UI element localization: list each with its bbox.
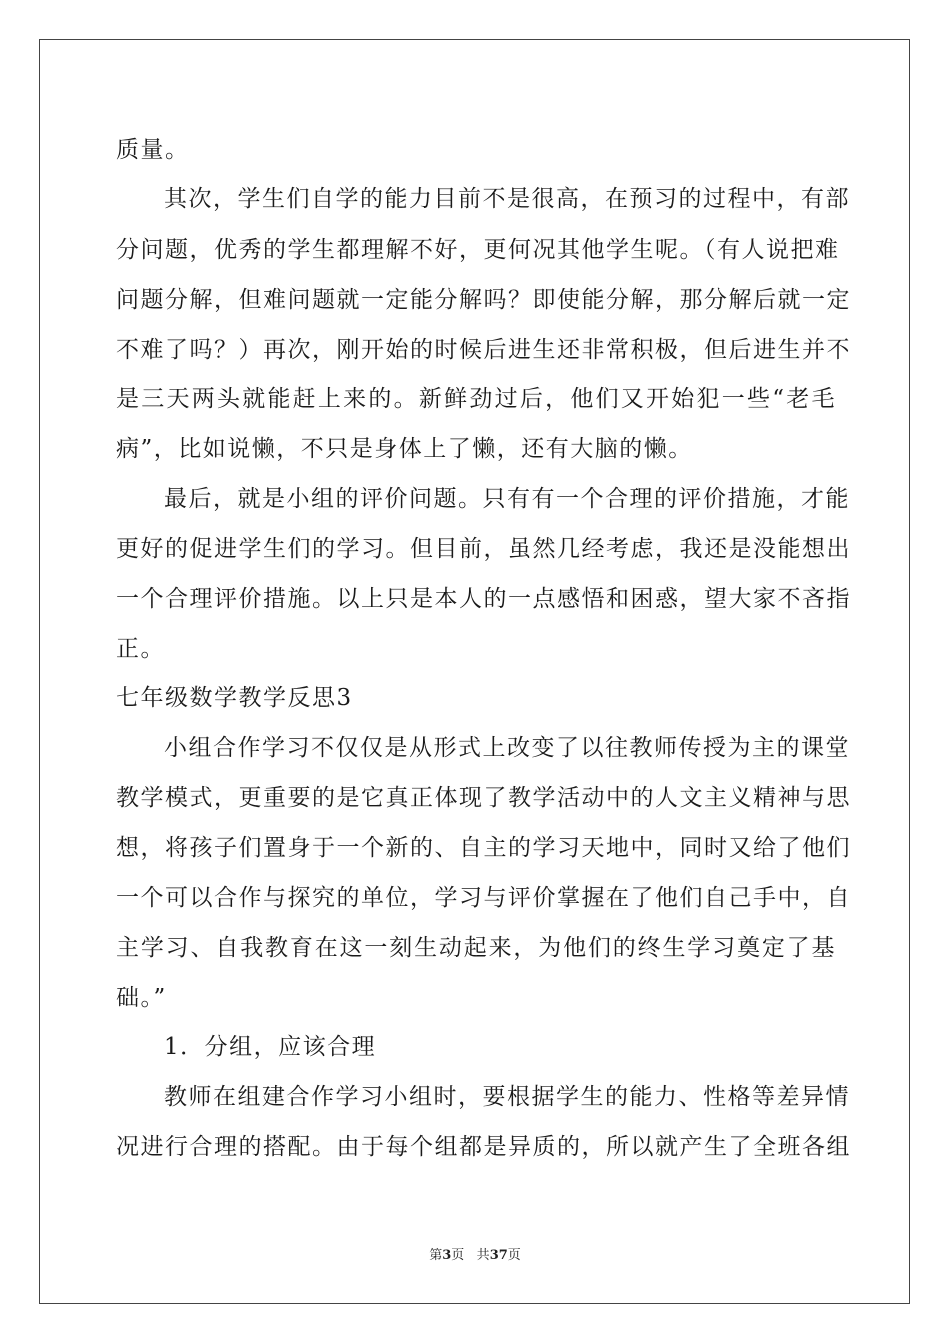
paragraph-line: 问题分解，但难问题就一定能分解吗？即使能分解，那分解后就一定 — [116, 287, 851, 313]
paragraph-line: 更好的促进学生们的学习。但目前，虽然几经考虑，我还是没能想出 — [116, 536, 851, 562]
paragraph-line: 教学模式，更重要的是它真正体现了教学活动中的人文主义精神与思 — [116, 785, 851, 811]
page-footer — [0, 1247, 950, 1265]
paragraph-line: 分问题，优秀的学生都理解不好，更何况其他学生呢。（有人说把难 — [116, 237, 840, 263]
paragraph-line: 最后，就是小组的评价问题。只有有一个合理的评价措施，才能 — [164, 486, 850, 512]
paragraph-line: 小组合作学习不仅仅是从形式上改变了以往教师传授为主的课堂 — [164, 735, 850, 761]
total-page-count: 37 — [489, 1248, 508, 1263]
paragraph-line: 主学习、自我教育在这一刻生动起来，为他们的终生学习奠定了基 — [116, 935, 836, 961]
page-border — [39, 39, 910, 1304]
paragraph-line: 病”，比如说懒，不只是身体上了懒，还有大脑的懒。 — [116, 436, 693, 462]
paragraph-line: 正。 — [116, 636, 165, 662]
paragraph-line: 教师在组建合作学习小组时，要根据学生的能力、性格等差异情 — [164, 1084, 850, 1110]
paragraph-line: 础。” — [116, 985, 167, 1011]
footer-total-suffix: 页 — [507, 1248, 521, 1263]
paragraph-line: 不难了吗？）再次，刚开始的时候后进生还非常积极，但后进生并不 — [116, 337, 851, 363]
paragraph-line: 其次，学生们自学的能力目前不是很高，在预习的过程中，有部 — [164, 186, 850, 212]
paragraph-line: 想，将孩子们置身于一个新的、自主的学习天地中，同时又给了他们 — [116, 835, 851, 861]
footer-total-prefix: 共 — [476, 1248, 490, 1263]
current-page-number: 3 — [442, 1248, 452, 1263]
paragraph-line: 是三天两头就能赶上来的。新鲜劲过后，他们又开始犯一些“老毛 — [116, 386, 836, 412]
subheading: 1．分组，应该合理 — [164, 1034, 377, 1060]
paragraph-line: 一个合理评价措施。以上只是本人的一点感悟和困惑，望大家不吝指 — [116, 586, 851, 612]
paragraph-line: 况进行合理的搭配。由于每个组都是异质的，所以就产生了全班各组 — [116, 1134, 851, 1160]
text-line: 质量。 — [116, 137, 190, 163]
paragraph-line: 一个可以合作与探究的单位，学习与评价掌握在了他们自己手中，自 — [116, 885, 851, 911]
footer-prefix: 第 — [429, 1248, 443, 1263]
footer-page-suffix: 页 — [451, 1248, 465, 1263]
section-heading: 七年级数学教学反思3 — [116, 685, 353, 711]
